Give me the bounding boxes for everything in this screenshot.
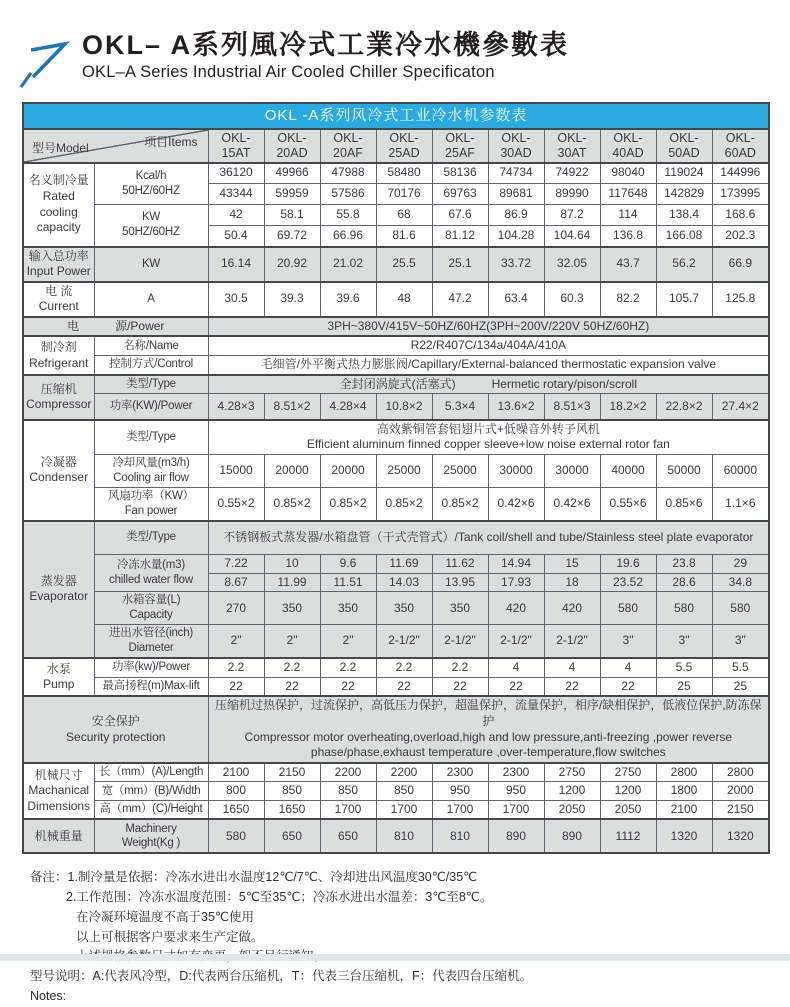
cell-value: 2200 [320, 763, 376, 782]
cell-value: 67.6 [432, 205, 488, 226]
cell-value: 43.7 [600, 247, 656, 282]
cell-merged-value: 3PH~380V/415V~50HZ/60HZ(3PH~200V/220V 50HZ/60HZ) [208, 317, 769, 337]
cell-merged-value: R22/R407C/134a/404A/410A [208, 336, 769, 355]
page-title-zh: OKL– A系列風冷式工業冷水機參數表 [82, 30, 570, 60]
cell-item-label: Kcal/h 50HZ/60HZ [94, 163, 208, 205]
note-line: 型号说明：A:代表风冷型，D:代表两台压缩机，T：代表三台压缩机，F：代表四台压缩机。 [30, 969, 533, 984]
cell-value: 3" [656, 625, 712, 658]
cell-value: 22 [544, 677, 600, 696]
cell-value: 60000 [712, 454, 769, 487]
cell-value: 2150 [264, 763, 320, 782]
cell-value: 20000 [320, 454, 376, 487]
cell-value: 1200 [600, 782, 656, 801]
cell-value: 82.2 [600, 282, 656, 317]
cell-item-label: Machinery Weight(Kg ) [94, 819, 208, 853]
cell-group-label: 电 流 Current [23, 282, 94, 317]
cell-value: 89990 [544, 184, 600, 205]
cell-value: 1700 [320, 800, 376, 819]
cell-value: 57586 [320, 184, 376, 205]
table-row [23, 454, 769, 487]
note-line: 以上可根据客户要求来生产定做。 [76, 929, 264, 944]
table-row [23, 487, 769, 520]
cell-value: 81.6 [376, 226, 432, 247]
cell-value: 74922 [544, 163, 600, 184]
cell-value: 10 [264, 555, 320, 574]
cell-value: 2-1/2" [488, 625, 544, 658]
cell-value: 39.6 [320, 282, 376, 317]
model-header-cell: OKL- 30AD [488, 129, 544, 163]
cell-value: 14.03 [376, 573, 432, 592]
cell-value: 3" [712, 625, 769, 658]
table-row [23, 356, 769, 375]
cell-value: 29 [712, 555, 769, 574]
cell-value: 58136 [432, 163, 488, 184]
arrow-up-right-logo-icon [18, 36, 74, 90]
cell-value: 0.85×2 [432, 487, 488, 520]
cell-value: 63.4 [488, 282, 544, 317]
model-header-cell: OKL- 15AT [208, 129, 264, 163]
cell-item-label: KW 50HZ/60HZ [94, 205, 208, 247]
cell-group-label: 名义制冷量 Rated cooling capacity [23, 163, 94, 247]
cell-value: 11.69 [376, 555, 432, 574]
table-row [23, 282, 769, 317]
cell-value: 168.6 [712, 205, 769, 226]
cell-value: 16.14 [208, 247, 264, 282]
cell-value: 4.28×3 [208, 394, 264, 420]
cell-value: 47.2 [432, 282, 488, 317]
cell-value: 34.8 [712, 573, 769, 592]
table-row [23, 819, 769, 853]
cell-value: 87.2 [544, 205, 600, 226]
cell-value: 22.8×2 [656, 394, 712, 420]
cell-value: 50.4 [208, 226, 264, 247]
cell-value: 2100 [656, 800, 712, 819]
cell-value: 2750 [544, 763, 600, 782]
spec-table-wrapper [22, 102, 790, 854]
cell-group-label: 制冷剂 Refrigerant [23, 336, 94, 374]
cell-value: 30000 [544, 454, 600, 487]
cell-value: 55.8 [320, 205, 376, 226]
cell-value: 22 [264, 677, 320, 696]
cell-value: 89681 [488, 184, 544, 205]
cell-merged-value: 毛细管/外平衡式热力膨胀阀/Capillary/External-balanced thermostatic expansion valve [208, 356, 769, 375]
model-header-cell: OKL- 30AT [544, 129, 600, 163]
cell-value: 8.51×2 [264, 394, 320, 420]
cell-value: 850 [264, 782, 320, 801]
cell-value: 2.2 [208, 658, 264, 677]
cell-value: 50000 [656, 454, 712, 487]
cell-value: 580 [712, 592, 769, 625]
cell-item-label: A [94, 282, 208, 317]
cell-value: 30.5 [208, 282, 264, 317]
cell-value: 2750 [600, 763, 656, 782]
cell-value: 1800 [656, 782, 712, 801]
cell-value: 21.02 [320, 247, 376, 282]
cell-value: 1320 [656, 819, 712, 853]
cell-value: 22 [320, 677, 376, 696]
cell-value: 350 [432, 592, 488, 625]
cell-value: 2" [264, 625, 320, 658]
cell-value: 1320 [712, 819, 769, 853]
cell-value: 350 [376, 592, 432, 625]
cell-value: 2-1/2" [432, 625, 488, 658]
cell-value: 23.52 [600, 573, 656, 592]
cell-value: 20.92 [264, 247, 320, 282]
cell-group-label: 机械尺寸 Machanical Dimensions [23, 763, 94, 820]
cell-value: 32.05 [544, 247, 600, 282]
cell-item-label: 风扇功率（KW） Fan power [94, 487, 208, 520]
table-banner: OKL -A系列风冷式工业冷水机参数表 [23, 103, 769, 129]
cell-value: 39.3 [264, 282, 320, 317]
table-row [23, 677, 769, 696]
cell-group-label: 蒸发器 Evaporator [23, 521, 94, 658]
cell-group-label: 机械重量 [23, 819, 94, 853]
model-header-cell: OKL- 50AD [656, 129, 712, 163]
cell-value: 1650 [208, 800, 264, 819]
cell-value: 119024 [656, 163, 712, 184]
cell-value: 74734 [488, 163, 544, 184]
notes-block [30, 868, 790, 1006]
cell-value: 2.2 [264, 658, 320, 677]
cell-value: 22 [208, 677, 264, 696]
cell-value: 138.4 [656, 205, 712, 226]
model-header-cell: OKL- 25AD [376, 129, 432, 163]
cell-value: 650 [320, 819, 376, 853]
table-row [23, 163, 769, 184]
table-row [23, 205, 769, 226]
cell-value: 2" [208, 625, 264, 658]
table-row [23, 800, 769, 819]
table-row [23, 763, 769, 782]
cell-value: 13.6×2 [488, 394, 544, 420]
note-line: 在冷凝环境温度不高于35℃使用 [76, 909, 254, 924]
cell-value: 3" [600, 625, 656, 658]
cell-value: 58.1 [264, 205, 320, 226]
cell-value: 69.72 [264, 226, 320, 247]
cell-value: 173995 [712, 184, 769, 205]
table-row [23, 336, 769, 355]
cell-merged-value: 高效紫铜管套铝翅片式+低噪音外转子风机 Efficient aluminum finned copper sleeve+low noise external rotor fan [208, 420, 769, 455]
table-row [23, 247, 769, 282]
cell-value: 142829 [656, 184, 712, 205]
cell-value: 36120 [208, 163, 264, 184]
title-block [82, 30, 569, 82]
cell-value: 69763 [432, 184, 488, 205]
cell-value: 890 [488, 819, 544, 853]
cell-item-label: 冷却风量(m3/h) Cooling air flow [94, 454, 208, 487]
cell-value: 25 [656, 677, 712, 696]
cell-value: 4 [600, 658, 656, 677]
cell-value: 125.8 [712, 282, 769, 317]
cell-value: 17.93 [488, 573, 544, 592]
cell-value: 850 [376, 782, 432, 801]
cell-item-label: 功率(KW)/Power [94, 394, 208, 420]
cell-value: 60.3 [544, 282, 600, 317]
cell-merged-value: 不锈钢板式蒸发器/水箱盘管（干式壳管式）/Tank coil/shell and tube/Stainless steel plate evaporator [208, 521, 769, 555]
cell-value: 20000 [264, 454, 320, 487]
cell-value: 18.2×2 [600, 394, 656, 420]
cell-value: 2-1/2" [376, 625, 432, 658]
cell-group-label: 冷凝器 Condenser [23, 420, 94, 521]
cell-value: 350 [320, 592, 376, 625]
cell-value: 2300 [432, 763, 488, 782]
model-header-cell: OKL- 25AF [432, 129, 488, 163]
cell-value: 19.6 [600, 555, 656, 574]
cell-value: 5.5 [712, 658, 769, 677]
cell-value: 2.2 [432, 658, 488, 677]
cell-value: 580 [600, 592, 656, 625]
table-banner-row [23, 103, 769, 129]
cell-value: 350 [264, 592, 320, 625]
cell-value: 4 [488, 658, 544, 677]
model-header-cell: OKL- 20AF [320, 129, 376, 163]
model-header-cell: OKL- 60AD [712, 129, 769, 163]
cell-item-label: 类型/Type [94, 375, 208, 394]
cell-value: 2000 [712, 782, 769, 801]
cell-value: 42 [208, 205, 264, 226]
cell-value: 2-1/2" [544, 625, 600, 658]
cell-value: 0.85×6 [656, 487, 712, 520]
table-row [23, 394, 769, 420]
cell-merged-value: 全封闭涡旋式(活塞式) Hermetic rotary/pison/scroll [208, 375, 769, 394]
cell-value: 2.2 [376, 658, 432, 677]
cell-value: 13.95 [432, 573, 488, 592]
cell-value: 5.3×4 [432, 394, 488, 420]
table-row [23, 625, 769, 658]
cell-value: 104.28 [488, 226, 544, 247]
cell-item-label: 宽（mm）(B)/Width [94, 782, 208, 801]
cell-value: 22 [432, 677, 488, 696]
cell-value: 1112 [600, 819, 656, 853]
cell-value: 25000 [376, 454, 432, 487]
cell-value: 81.12 [432, 226, 488, 247]
cell-value: 4.28×4 [320, 394, 376, 420]
cell-item-label: 进出水管径(inch) Diameter [94, 625, 208, 658]
table-row [23, 521, 769, 555]
cell-value: 0.42×6 [544, 487, 600, 520]
cell-value: 5.5 [656, 658, 712, 677]
cell-value: 0.42×6 [488, 487, 544, 520]
model-header-cell: OKL- 20AD [264, 129, 320, 163]
cell-value: 0.85×2 [320, 487, 376, 520]
cell-value: 2150 [712, 800, 769, 819]
cell-value: 1700 [488, 800, 544, 819]
cell-group-label: 电 源/Power [23, 317, 208, 337]
cell-value: 66.9 [712, 247, 769, 282]
cell-value: 11.51 [320, 573, 376, 592]
cell-value: 98040 [600, 163, 656, 184]
cell-value: 810 [376, 819, 432, 853]
cell-value: 2050 [600, 800, 656, 819]
table-row [23, 782, 769, 801]
cell-value: 22 [376, 677, 432, 696]
cell-value: 117648 [600, 184, 656, 205]
spec-table [22, 102, 770, 854]
corner-model-label: 型号Model [32, 140, 89, 155]
cell-value: 0.85×2 [264, 487, 320, 520]
cell-value: 40000 [600, 454, 656, 487]
cell-value: 7.22 [208, 555, 264, 574]
cell-value: 144996 [712, 163, 769, 184]
cell-value: 9.6 [320, 555, 376, 574]
cell-value: 0.55×2 [208, 487, 264, 520]
table-row [23, 592, 769, 625]
note-line: Notes: [30, 988, 67, 1003]
cell-item-label: 冷冻水量(m3) chilled water flow [94, 555, 208, 592]
cell-value: 114 [600, 205, 656, 226]
cell-value: 10.8×2 [376, 394, 432, 420]
cell-value: 2200 [376, 763, 432, 782]
table-row [23, 696, 769, 762]
cell-value: 1.1×6 [712, 487, 769, 520]
cell-value: 86.9 [488, 205, 544, 226]
cell-value: 8.67 [208, 573, 264, 592]
cell-value: 2" [320, 625, 376, 658]
cell-value: 1700 [376, 800, 432, 819]
cell-item-label: 控制方式/Control [94, 356, 208, 375]
cell-value: 2100 [208, 763, 264, 782]
note-line: 2.工作范围：冷冻水温度范围：5℃至35℃；冷冻水进出水温差：3℃至8℃。 [66, 890, 493, 905]
cell-value: 25.1 [432, 247, 488, 282]
model-header-cell: OKL- 40AD [600, 129, 656, 163]
cell-item-label: 高（mm）(C)/Height [94, 800, 208, 819]
cell-value: 580 [656, 592, 712, 625]
cell-value: 27.4×2 [712, 394, 769, 420]
cell-value: 43344 [208, 184, 264, 205]
cell-group-label: 安全保护 Security protection [23, 696, 208, 762]
cell-item-label: 水箱容量(L) Capacity [94, 592, 208, 625]
cell-value: 22 [600, 677, 656, 696]
cell-value: 420 [544, 592, 600, 625]
cell-value: 47988 [320, 163, 376, 184]
cell-value: 270 [208, 592, 264, 625]
cell-value: 48 [376, 282, 432, 317]
cell-value: 136.8 [600, 226, 656, 247]
cell-merged-value: 压缩机过热保护，过流保护，高低压力保护，超温保护，流量保护，相序/缺相保护，低液位保护,防冻保护 Compressor motor overheating,overload,high and low pressure,anti-freezing ,power reverse phase/phase,exhaust temperature ,over-temperature,flow switches [208, 696, 769, 762]
cell-item-label: 名称/Name [94, 336, 208, 355]
cell-group-label: 水泵 Pump [23, 658, 94, 696]
cell-value: 420 [488, 592, 544, 625]
cell-value: 28.6 [656, 573, 712, 592]
bottom-strip [0, 954, 790, 961]
cell-item-label: 长（mm）(A)/Length [94, 763, 208, 782]
cell-value: 33.72 [488, 247, 544, 282]
cell-value: 18 [544, 573, 600, 592]
table-row [23, 317, 769, 337]
cell-value: 8.51×3 [544, 394, 600, 420]
cell-value: 850 [320, 782, 376, 801]
cell-value: 59959 [264, 184, 320, 205]
cell-value: 2050 [544, 800, 600, 819]
corner-cell [23, 129, 208, 163]
cell-value: 580 [208, 819, 264, 853]
cell-item-label: 最高扬程(m)Max-lift [94, 677, 208, 696]
cell-value: 30000 [488, 454, 544, 487]
cell-value: 66.96 [320, 226, 376, 247]
cell-value: 58480 [376, 163, 432, 184]
cell-value: 810 [432, 819, 488, 853]
cell-item-label: 功率(kw)/Power [94, 658, 208, 677]
cell-value: 25 [712, 677, 769, 696]
note-line: 备注：1.制冷量是依据：冷冻水进出水温度12℃/7℃、冷却进出风温度30℃/35℃ [30, 870, 478, 885]
table-row [23, 658, 769, 677]
cell-item-label: KW [94, 247, 208, 282]
cell-value: 23.8 [656, 555, 712, 574]
table-row [23, 375, 769, 394]
cell-value: 1200 [544, 782, 600, 801]
cell-value: 4 [544, 658, 600, 677]
cell-value: 1700 [432, 800, 488, 819]
cell-value: 800 [208, 782, 264, 801]
cell-value: 15 [544, 555, 600, 574]
cell-item-label: 类型/Type [94, 521, 208, 555]
corner-items-label: 项目Items [144, 134, 198, 149]
cell-item-label: 类型/Type [94, 420, 208, 455]
cell-value: 0.85×2 [376, 487, 432, 520]
cell-value: 14.94 [488, 555, 544, 574]
cell-value: 49966 [264, 163, 320, 184]
page-root [0, 30, 790, 1003]
table-row [23, 555, 769, 574]
cell-value: 950 [432, 782, 488, 801]
cell-value: 2800 [656, 763, 712, 782]
cell-value: 25.5 [376, 247, 432, 282]
cell-group-label: 压缩机 Compressor [23, 375, 94, 420]
cell-value: 22 [488, 677, 544, 696]
cell-value: 25000 [432, 454, 488, 487]
cell-value: 166.08 [656, 226, 712, 247]
cell-value: 15000 [208, 454, 264, 487]
cell-value: 11.62 [432, 555, 488, 574]
cell-value: 105.7 [656, 282, 712, 317]
cell-value: 950 [488, 782, 544, 801]
cell-value: 890 [544, 819, 600, 853]
column-header-row [23, 129, 769, 163]
page-title-en: OKL–A Series Industrial Air Cooled Chiller Specificaton [82, 63, 495, 82]
cell-value: 70176 [376, 184, 432, 205]
cell-value: 2.2 [320, 658, 376, 677]
cell-value: 0.55×6 [600, 487, 656, 520]
cell-value: 11.99 [264, 573, 320, 592]
cell-value: 650 [264, 819, 320, 853]
cell-value: 104.64 [544, 226, 600, 247]
cell-value: 202.3 [712, 226, 769, 247]
document-header [18, 30, 790, 90]
table-row [23, 420, 769, 455]
cell-value: 56.2 [656, 247, 712, 282]
cell-value: 2800 [712, 763, 769, 782]
cell-value: 1650 [264, 800, 320, 819]
cell-value: 68 [376, 205, 432, 226]
cell-group-label: 输入总功率 Input Power [23, 247, 94, 282]
cell-value: 2300 [488, 763, 544, 782]
